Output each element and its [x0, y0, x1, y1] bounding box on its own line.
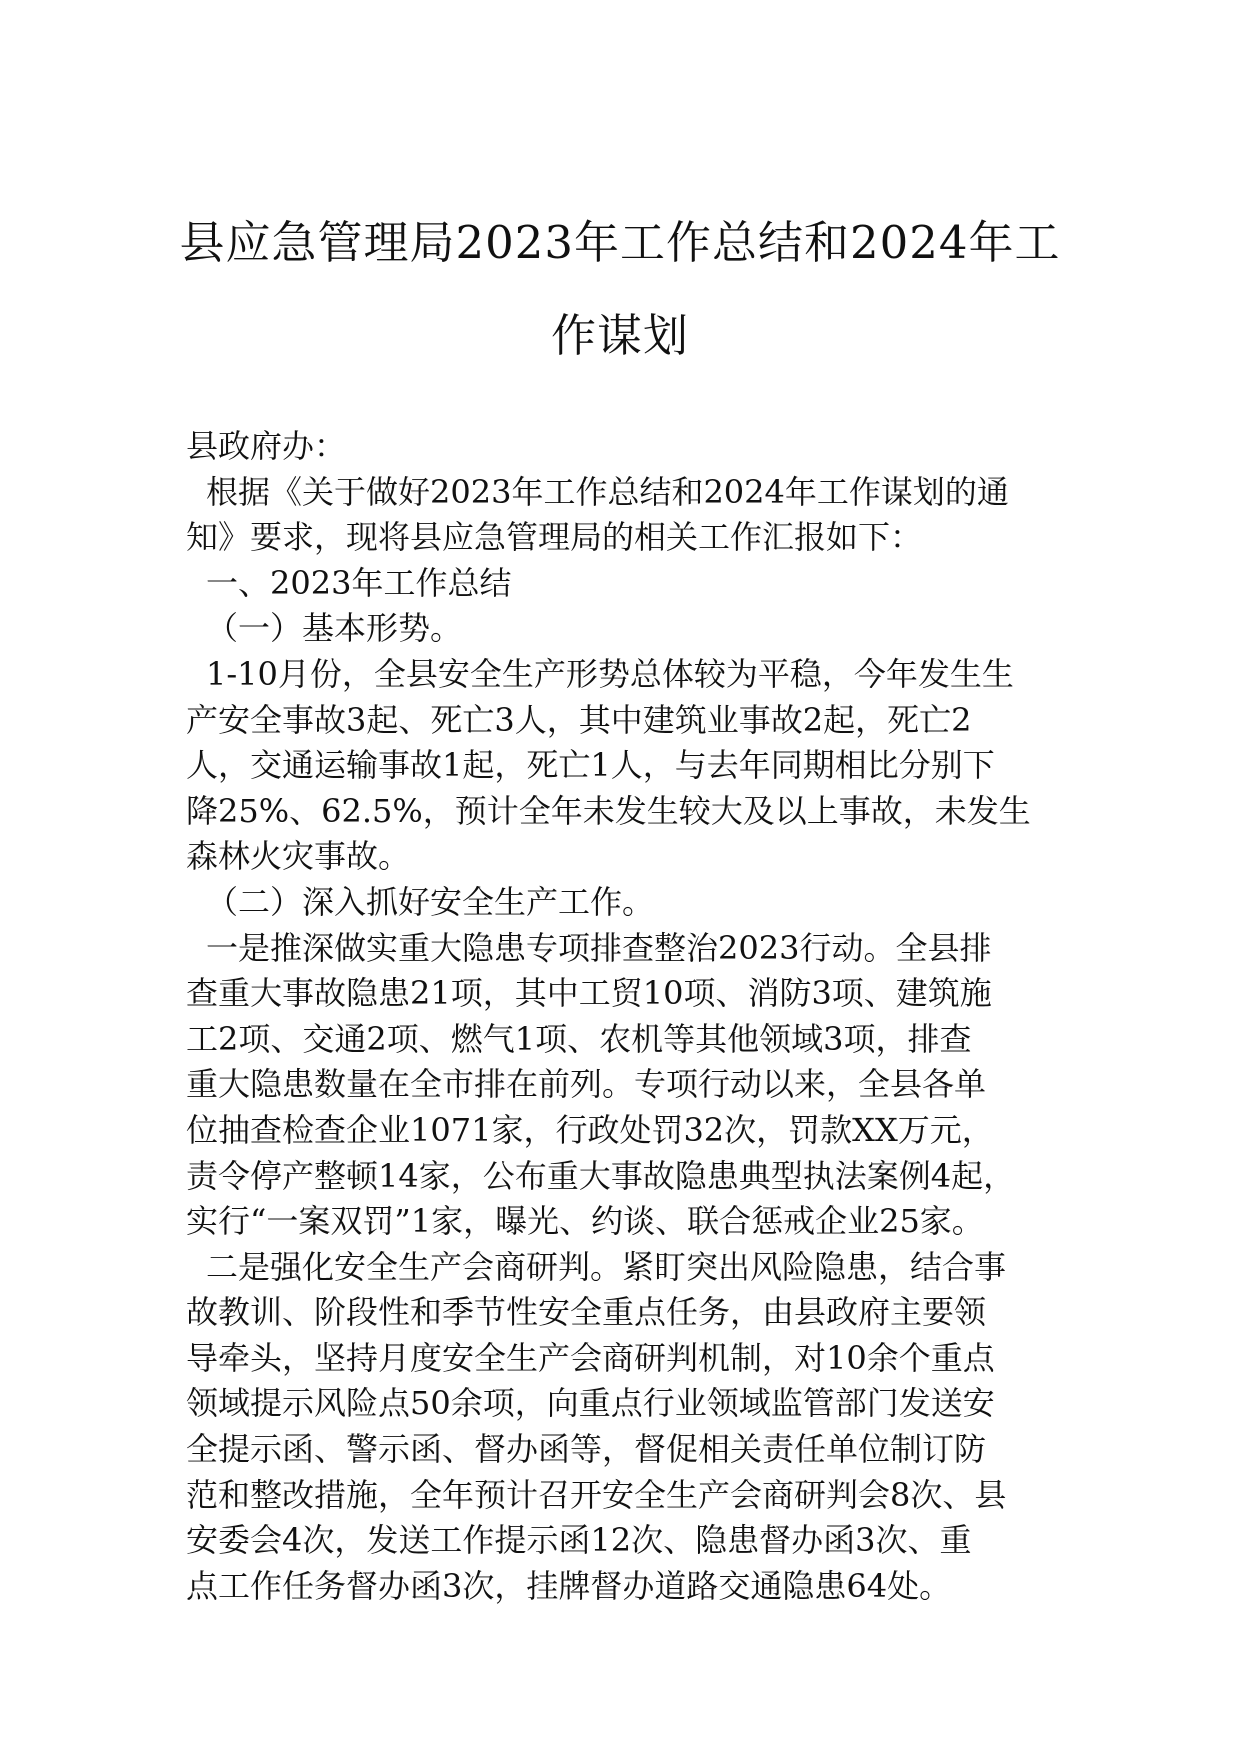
document-title-line-1: 县应急管理局2023年工作总结和2024年工	[179, 216, 1061, 269]
document-line: （一）基本形势。	[206, 609, 463, 648]
document-line: 位抽查检查企业1071家，行政处罚32次，罚款XX万元，	[186, 1110, 994, 1149]
document-line: 二是强化安全生产会商研判。紧盯突出风险隐患，结合事	[206, 1247, 1007, 1286]
document-title-line-2: 作谋划	[550, 309, 689, 362]
document-line: （二）深入抓好安全生产工作。	[206, 882, 655, 921]
document-line: 责令停产整顿14家，公布重大事故隐患典型执法案例4起，	[186, 1156, 1016, 1195]
document-line: 县政府办：	[186, 427, 347, 465]
document-line: 范和整改措施，全年预计召开安全生产会商研判会8次、县	[186, 1475, 1007, 1514]
document-line: 查重大事故隐患21项，其中工贸10项、消防3项、建筑施	[186, 974, 992, 1013]
document-line: 知》要求，现将县应急管理局的相关工作汇报如下：	[186, 518, 923, 557]
document-line: 故教训、阶段性和季节性安全重点任务，由县政府主要领	[186, 1293, 987, 1332]
document-line: 根据《关于做好2023年工作总结和2024年工作谋划的通	[206, 472, 1009, 511]
document-line: 一、2023年工作总结	[206, 563, 512, 602]
document-line: 工2项、交通2项、燃气1项、农机等其他领域3项，排查	[186, 1019, 972, 1058]
document-line: 降25%、62.5%，预计全年未发生较大及以上事故，未发生	[186, 791, 1031, 830]
document-line: 产安全事故3起、死亡3人，其中建筑业事故2起，死亡2	[186, 700, 972, 739]
document-line: 1-10月份，全县安全生产形势总体较为平稳，今年发生生	[206, 654, 1014, 693]
document-line: 人，交通运输事故1起，死亡1人，与去年同期相比分别下	[186, 746, 995, 785]
document-line: 导牵头，坚持月度安全生产会商研判机制，对10余个重点	[186, 1338, 995, 1377]
document-line: 安委会4次，发送工作提示函12次、隐患督办函3次、重	[186, 1521, 972, 1560]
document-line: 实行“一案双罚”1家，曝光、约谈、联合惩戒企业25家。	[186, 1202, 984, 1241]
document-line: 重大隐患数量在全市排在前列。专项行动以来，全县各单	[186, 1065, 987, 1104]
document-line: 点工作任务督办函3次，挂牌督办道路交通隐患64处。	[186, 1566, 952, 1605]
document-line: 全提示函、警示函、督办函等，督促相关责任单位制订防	[186, 1430, 987, 1469]
document-line: 森林火灾事故。	[186, 837, 411, 876]
document-body	[186, 424, 1086, 1609]
document-line: 领域提示风险点50余项，向重点行业领域监管部门发送安	[186, 1384, 995, 1423]
document-line: 一是推深做实重大隐患专项排查整治2023行动。全县排	[206, 928, 992, 967]
